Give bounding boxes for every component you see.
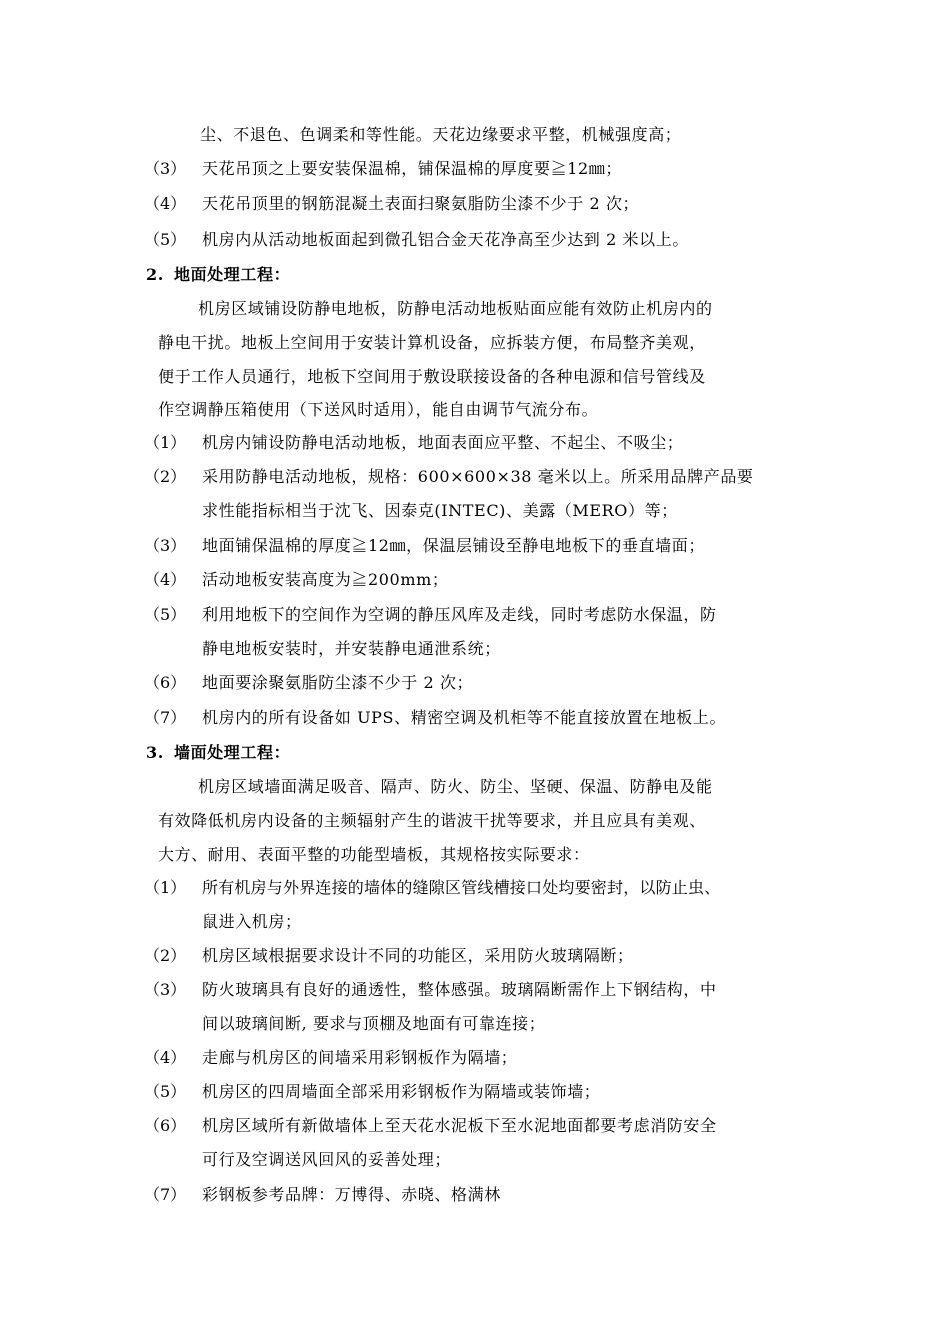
section-3-item-7-number: （7） bbox=[144, 1185, 187, 1204]
section-2-item-2-text: 采用防静电活动地板，规格：600×600×38 毫米以上。所采用品牌产品要 bbox=[202, 467, 754, 486]
section-2-item-3-number: （3） bbox=[144, 536, 187, 555]
intro-continuation-line: 尘、不退色、色调柔和等性能。天花边缘要求平整，机械强度高； bbox=[200, 125, 682, 144]
section-3-item-5-text: 机房区的四周墙面全部采用彩钢板作为隔墙或装饰墙； bbox=[202, 1082, 601, 1101]
section-3-item-4-text: 走廊与机房区的间墙采用彩钢板作为隔墙； bbox=[202, 1048, 518, 1067]
section-3-item-2-number: （2） bbox=[144, 946, 187, 965]
section-2-item-1-text: 机房内铺设防静电活动地板，地面表面应平整、不起尘、不吸尘； bbox=[202, 433, 684, 452]
section-3-item-1-text: 鼠进入机房； bbox=[202, 912, 302, 931]
section-2-title: 地面处理工程： bbox=[174, 265, 291, 284]
section-2-item-5-text: 利用地板下的空间作为空调的静压风库及走线，同时考虑防水保温，防 bbox=[202, 605, 717, 624]
section-3-item-1-text: 所有机房与外界连接的墙体的缝隙区管线槽接口处均要密封，以防止虫、 bbox=[202, 878, 721, 897]
ceiling-item-5-number: （5） bbox=[144, 230, 187, 249]
section-3-item-1-number: （1） bbox=[144, 878, 187, 897]
section-3-item-6-text: 可行及空调送风回风的妥善处理； bbox=[202, 1150, 452, 1169]
section-3-item-5-number: （5） bbox=[144, 1082, 187, 1101]
section-3-item-3-text: 防火玻璃具有良好的通透性，整体感强。玻璃隔断需作上下钢结构，中 bbox=[202, 980, 717, 999]
ceiling-item-4-number: （4） bbox=[144, 194, 187, 213]
section-3-item-4-number: （4） bbox=[144, 1048, 187, 1067]
section-3-item-3-text: 间以玻璃间断, 要求与顶棚及地面有可靠连接； bbox=[202, 1014, 546, 1033]
section-3-item-3-number: （3） bbox=[144, 980, 187, 999]
section-3-item-2-text: 机房区域根据要求设计不同的功能区，采用防火玻璃隔断； bbox=[202, 946, 634, 965]
ceiling-item-3-text: 天花吊顶之上要安装保温棉，铺保温棉的厚度要≧12㎜； bbox=[202, 159, 622, 178]
section-3-title: 墙面处理工程： bbox=[174, 743, 291, 762]
section-2-item-7-text: 机房内的所有设备如 UPS、精密空调及机柜等不能直接放置在地板上。 bbox=[202, 708, 727, 727]
section-2-item-6-number: （6） bbox=[144, 673, 187, 692]
section-3-paragraph-line: 机房区域墙面满足吸音、隔声、防火、防尘、坚硬、保温、防静电及能 bbox=[198, 777, 713, 796]
section-3-item-6-text: 机房区域所有新做墙体上至天花水泥板下至水泥地面都要考虑消防安全 bbox=[202, 1116, 717, 1135]
section-2-item-7-number: （7） bbox=[144, 708, 187, 727]
section-3-paragraph-line: 大方、耐用、表面平整的功能型墙板，其规格按实际要求： bbox=[158, 845, 590, 864]
section-2-item-5-text: 静电地板安装时，并安装静电通泄系统； bbox=[202, 639, 501, 658]
section-2-paragraph-line: 机房区域铺设防静电地板，防静电活动地板贴面应能有效防止机房内的 bbox=[198, 299, 713, 318]
section-2-item-4-text: 活动地板安装高度为≧200mm； bbox=[202, 570, 449, 589]
section-2-item-2-text: 求性能指标相当于沈飞、因泰克(INTEC)、美露（MERO）等； bbox=[202, 501, 678, 520]
section-2-item-2-number: （2） bbox=[144, 467, 187, 486]
section-2-paragraph-line: 便于工作人员通行，地板下空间用于敷设联接设备的各种电源和信号管线及 bbox=[158, 367, 706, 386]
section-2-number: 2. bbox=[146, 265, 164, 284]
ceiling-item-5-text: 机房内从活动地板面起到微孔铝合金天花净高至少达到 2 米以上。 bbox=[202, 230, 689, 249]
section-3-paragraph-line: 有效降低机房内设备的主频辐射产生的谐波干扰等要求，并且应具有美观、 bbox=[158, 811, 706, 830]
section-2-paragraph-line: 作空调静压箱使用（下送风时适用），能自由调节气流分布。 bbox=[158, 400, 599, 419]
section-2-item-5-number: （5） bbox=[144, 605, 187, 624]
section-3-item-6-number: （6） bbox=[144, 1116, 187, 1135]
section-2-item-6-text: 地面要涂聚氨脂防尘漆不少于 2 次； bbox=[202, 673, 474, 692]
ceiling-item-3-number: （3） bbox=[144, 159, 187, 178]
section-3-number: 3. bbox=[146, 743, 164, 762]
section-2-item-3-text: 地面铺保温棉的厚度≧12㎜，保温层铺设至静电地板下的垂直墙面； bbox=[202, 536, 705, 555]
section-2-paragraph-line: 静电干扰。地板上空间用于安装计算机设备，应拆装方便，布局整齐美观， bbox=[158, 333, 706, 352]
section-2-item-4-number: （4） bbox=[144, 570, 187, 589]
section-3-item-7-text: 彩钢板参考品牌：万博得、赤晓、格满林 bbox=[202, 1185, 501, 1204]
ceiling-item-4-text: 天花吊顶里的钢筋混凝土表面扫聚氨脂防尘漆不少于 2 次； bbox=[202, 194, 640, 213]
section-2-item-1-number: （1） bbox=[144, 433, 187, 452]
